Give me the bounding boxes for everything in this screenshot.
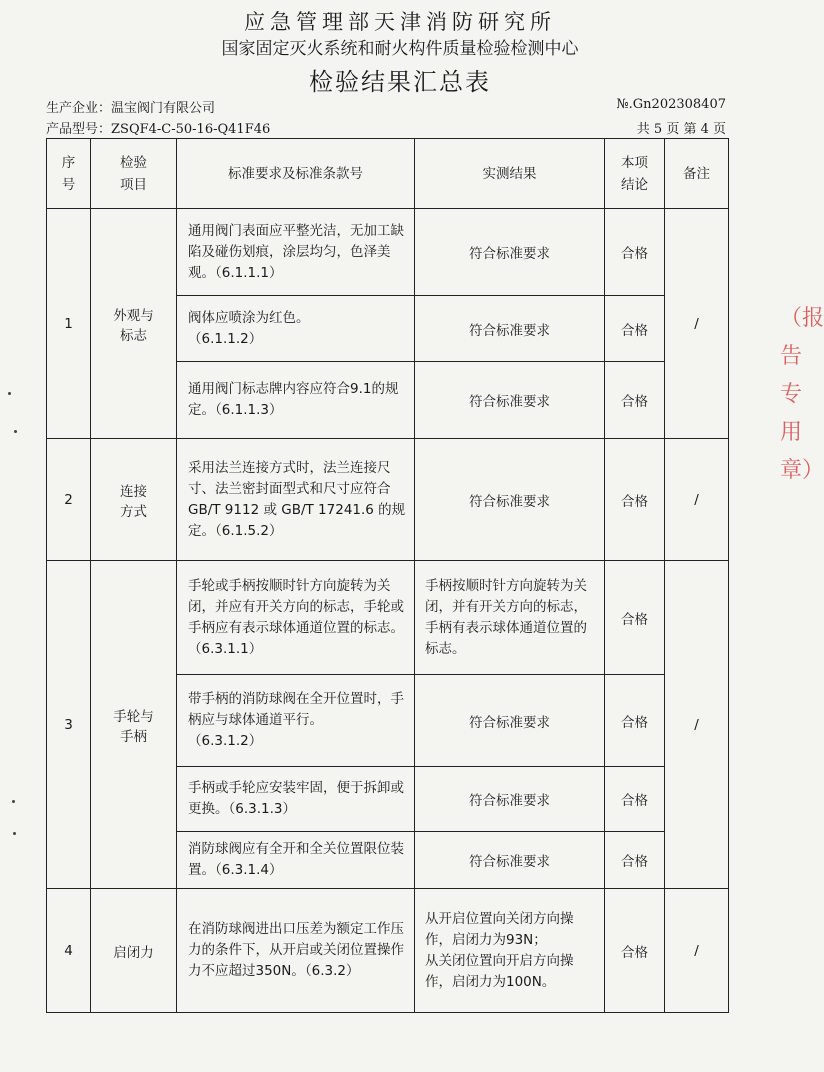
institute-name: 应急管理部天津消防研究所 <box>244 10 556 34</box>
conclusion-cell: 合格 <box>605 296 665 362</box>
requirement-cell: 在消防球阀进出口压差为额定工作压力的条件下，从开启或关闭位置操作力不应超过350N。（6.3.2） <box>177 889 415 1013</box>
result-cell: 符合标准要求 <box>415 767 605 832</box>
conclusion-cell: 合格 <box>605 832 665 889</box>
requirement-cell: 通用阀门标志牌内容应符合9.1的规定。（6.1.1.3） <box>177 362 415 439</box>
header-seq: 序 号 <box>47 139 91 209</box>
red-stamp-fragment: （报告专用章） <box>780 306 824 483</box>
result-cell: 符合标准要求 <box>415 362 605 439</box>
header-requirement: 标准要求及标准条款号 <box>177 139 415 209</box>
scan-speck <box>13 832 16 835</box>
requirement-cell: 采用法兰连接方式时，法兰连接尺寸、法兰密封面型式和尺寸应符合 GB/T 9112 或 GB/T 17241.6 的规定。（6.1.5.2） <box>177 439 415 561</box>
results-table <box>46 138 729 1013</box>
table-row <box>47 889 729 1013</box>
requirement-cell: 消防球阀应有全开和全关位置限位装置。（6.3.1.4） <box>177 832 415 889</box>
report-title: 检验结果汇总表 <box>309 68 491 96</box>
conclusion-cell: 合格 <box>605 889 665 1013</box>
header-item: 检验 项目 <box>91 139 177 209</box>
conclusion-cell: 合格 <box>605 767 665 832</box>
remark-cell: / <box>665 561 729 889</box>
header-result: 实测结果 <box>415 139 605 209</box>
seq-cell: 4 <box>47 889 91 1013</box>
item-cell: 连接 方式 <box>91 439 177 561</box>
result-cell: 符合标准要求 <box>415 675 605 767</box>
seq-cell: 3 <box>47 561 91 889</box>
company-line: 生产企业：温宝阀门有限公司 <box>46 101 216 116</box>
header-conclusion: 本项 结论 <box>605 139 665 209</box>
remark-cell: / <box>665 889 729 1013</box>
center-name: 国家固定灭火系统和耐火构件质量检验检测中心 <box>221 39 579 59</box>
conclusion-cell: 合格 <box>605 439 665 561</box>
table-row <box>47 561 729 675</box>
header-row <box>47 139 729 209</box>
result-cell: 符合标准要求 <box>415 832 605 889</box>
item-cell: 启闭力 <box>91 889 177 1013</box>
item-cell: 外观与 标志 <box>91 209 177 439</box>
remark-cell: / <box>665 439 729 561</box>
requirement-cell: 通用阀门表面应平整光洁，无加工缺陷及碰伤划痕，涂层均匀，色泽美观。（6.1.1.1） <box>177 209 415 296</box>
seq-cell: 2 <box>47 439 91 561</box>
conclusion-cell: 合格 <box>605 362 665 439</box>
seq-cell: 1 <box>47 209 91 439</box>
requirement-cell: 带手柄的消防球阀在全开位置时，手柄应与球体通道平行。 （6.3.1.2） <box>177 675 415 767</box>
requirement-cell: 手轮或手柄按顺时针方向旋转为关闭，并应有开关方向的标志，手轮或手柄应有表示球体通道位置的标志。 （6.3.1.1） <box>177 561 415 675</box>
result-cell: 符合标准要求 <box>415 296 605 362</box>
result-cell: 符合标准要求 <box>415 209 605 296</box>
requirement-cell: 阀体应喷涂为红色。 （6.1.1.2） <box>177 296 415 362</box>
model-line: 产品型号：ZSQF4-C-50-16-Q41F46 <box>46 122 271 137</box>
scan-speck <box>12 800 15 803</box>
scan-speck <box>14 430 17 433</box>
requirement-cell: 手柄或手轮应安装牢固，便于拆卸或更换。（6.3.1.3） <box>177 767 415 832</box>
result-cell: 从开启位置向关闭方向操作，启闭力为93N； 从关闭位置向开启方向操作，启闭力为100N。 <box>415 889 605 1013</box>
conclusion-cell: 合格 <box>605 675 665 767</box>
scan-speck <box>8 392 11 395</box>
page-indicator: 共 5 页 第 4 页 <box>636 122 726 137</box>
report-number: №.Gn202308407 <box>616 97 726 112</box>
table-row <box>47 209 729 296</box>
table-row <box>47 439 729 561</box>
remark-cell: / <box>665 209 729 439</box>
item-cell: 手轮与 手柄 <box>91 561 177 889</box>
result-cell: 手柄按顺时针方向旋转为关闭，并有开关方向的标志，手柄有表示球体通道位置的标志。 <box>415 561 605 675</box>
conclusion-cell: 合格 <box>605 209 665 296</box>
header-remark: 备注 <box>665 139 729 209</box>
conclusion-cell: 合格 <box>605 561 665 675</box>
result-cell: 符合标准要求 <box>415 439 605 561</box>
